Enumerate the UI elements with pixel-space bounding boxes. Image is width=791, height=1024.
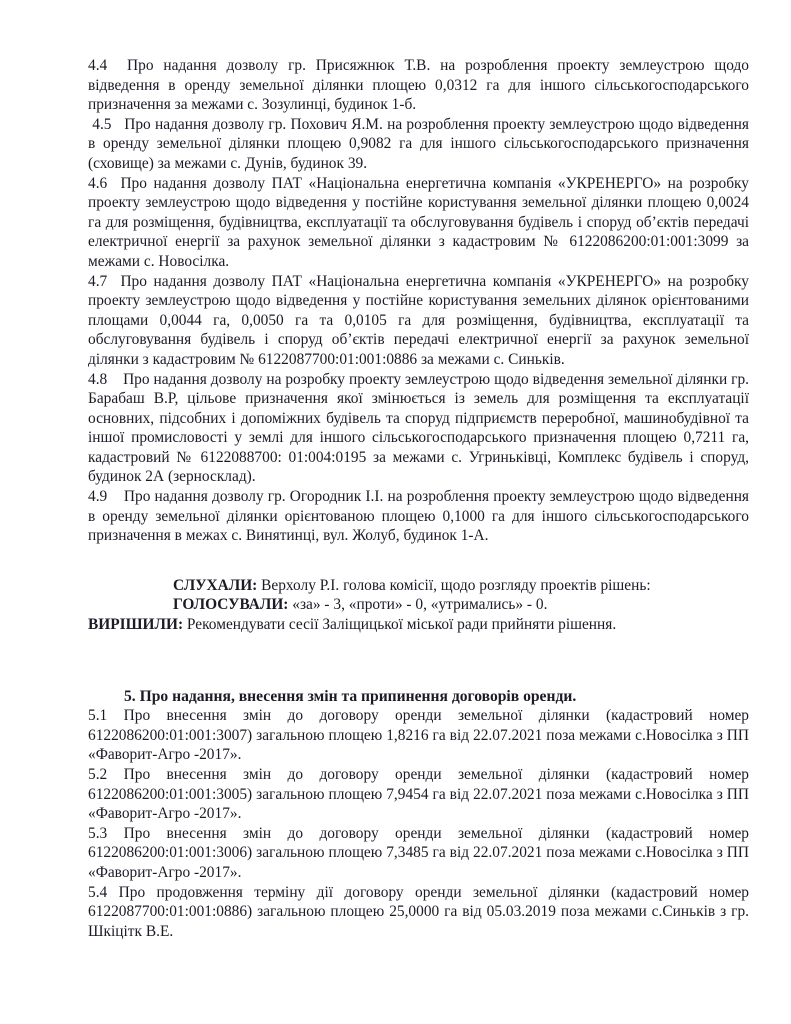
heard-label: СЛУХАЛИ:	[173, 576, 258, 594]
item-number: 4.9	[88, 488, 108, 506]
heard-line	[88, 576, 749, 596]
item-text: Про надання дозволу ПАТ «Національна енергетична компанія «УКРЕНЕРГО» на розробку проекту землеустрою щодо відведення у постійне користування земельних ділянок орієнтованими площами 0,0044 га, 0,0050 га та 0,0105 га для розміщення, будівництва, експлуатації та обслуговування будівель і споруд об’єктів передачі електричної енергії за рахунок земельної ділянки з кадастровим № 6122087700:01:001:0886 за межами с. Синьків.	[88, 272, 749, 368]
item-number: 4.4	[88, 57, 108, 74]
agenda-item-4-5	[88, 115, 749, 174]
item-text: Про надання дозволу ПАТ «Національна енергетична компанія «УКРЕНЕРГО» на розробку проекту землеустрою щодо відведення у постійне користування земельної ділянки площею 0,0024 га для розміщення, будівництва, експлуатації та обслуговування будівель і споруд об’єктів передачі електричної енергії за рахунок земельної ділянки з кадастровим № 6122086200:01:001:3099 за межами с. Новосілка.	[88, 174, 749, 270]
agenda-items-section-4	[88, 56, 749, 546]
decided-label: ВИРІШИЛИ:	[88, 616, 184, 634]
voted-line	[88, 595, 749, 615]
agenda-item-4-6	[88, 174, 749, 272]
item-text: Про надання дозволу гр. Присяжнюк Т.В. на розроблення проекту землеустрою щодо відведення в оренду земельної ділянки площею 0,0312 га для іншого сільськогосподарського призначення за межами с. Зозулинці, будинок 1-б.	[88, 57, 749, 114]
heard-text: Верхолу Р.І. голова комісії, щодо розгляду проектів рішень:	[257, 576, 651, 594]
agenda-item-5-2: 5.2 Про внесення змін до договору оренди земельної ділянки (кадастровий номер 6122086200:01:001:3005) загальною площею 7,9454 га від 22.07.2021 поза межами с.Новосілка з ПП «Фаворит-Агро -2017».	[88, 766, 749, 823]
agenda-item-5-3: 5.3 Про внесення змін до договору оренди земельної ділянки (кадастровий номер 6122086200:01:001:3006) загальною площею 7,3485 га від 22.07.2021 поза межами с.Новосілка з ПП «Фаворит-Агро -2017».	[88, 824, 749, 881]
decided-text: Рекомендувати сесії Заліщицької міської ради прийняти рішення.	[183, 616, 617, 634]
item-text: Про надання дозволу гр. Похович Я.М. на розроблення проекту землеустрою щодо відведення в оренду земельної ділянки площею 0,9082 га для іншого сільськогосподарського призначення (сховище) за межами с. Дунів, будинок 39.	[88, 115, 749, 172]
agenda-items-section-5	[88, 706, 749, 941]
agenda-item-4-8	[88, 370, 749, 488]
item-number: 4.7	[88, 272, 108, 290]
agenda-item-4-9	[88, 487, 749, 546]
item-number: 4.5	[92, 115, 112, 133]
decided-line	[88, 615, 749, 635]
item-number: 4.8	[88, 370, 108, 388]
decision-block	[88, 576, 749, 635]
voted-text: «за» - 3, «проти» - 0, «утримались» - 0.	[288, 596, 548, 614]
agenda-item-4-7	[88, 272, 749, 370]
item-number: 4.6	[88, 174, 108, 192]
item-text: Про надання дозволу гр. Огородник І.І. на розроблення проекту землеустрою щодо відведення в оренду земельної ділянки орієнтованою площею 0,1000 га для іншого сільськогосподарського призначення в межах с. Винятинці, вул. Жолуб, будинок 1-А.	[88, 488, 750, 545]
voted-label: ГОЛОСУВАЛИ:	[173, 596, 289, 614]
item-text: Про надання дозволу на розробку проекту землеустрою щодо відведення земельної ділянки гр. Барабаш В.Р, цільове призначення якої змінюється із земель для розміщення та експлуатації основних, підсобних і допоміжних будівель та споруд підприємств переробної, машинобудівної та іншої промисловості у землі для іншого сільськогосподарського призначення площею 0,7211 га, кадастровий № 6122088700: 01:004:0195 за межами с. Угриньківці, Комплекс будівель і споруд, будинок 2А (зерносклад).	[88, 370, 749, 486]
agenda-item-4-4	[88, 56, 749, 115]
agenda-item-5-1: 5.1 Про внесення змін до договору оренди земельної ділянки (кадастровий номер 6122086200:01:001:3007) загальною площею 1,8216 га від 22.07.2021 поза межами с.Новосілка з ПП «Фаворит-Агро -2017».	[88, 707, 749, 764]
agenda-item-5-4: 5.4 Про продовження терміну дії договору оренди земельної ділянки (кадастровий номер 6122087700:01:001:0886) загальною площею 25,0000 га від 05.03.2019 поза межами с.Синьків з гр. Шкіцітк В.Е.	[88, 883, 749, 940]
section-5-title: 5. Про надання, внесення змін та припинення договорів оренди.	[124, 687, 577, 705]
